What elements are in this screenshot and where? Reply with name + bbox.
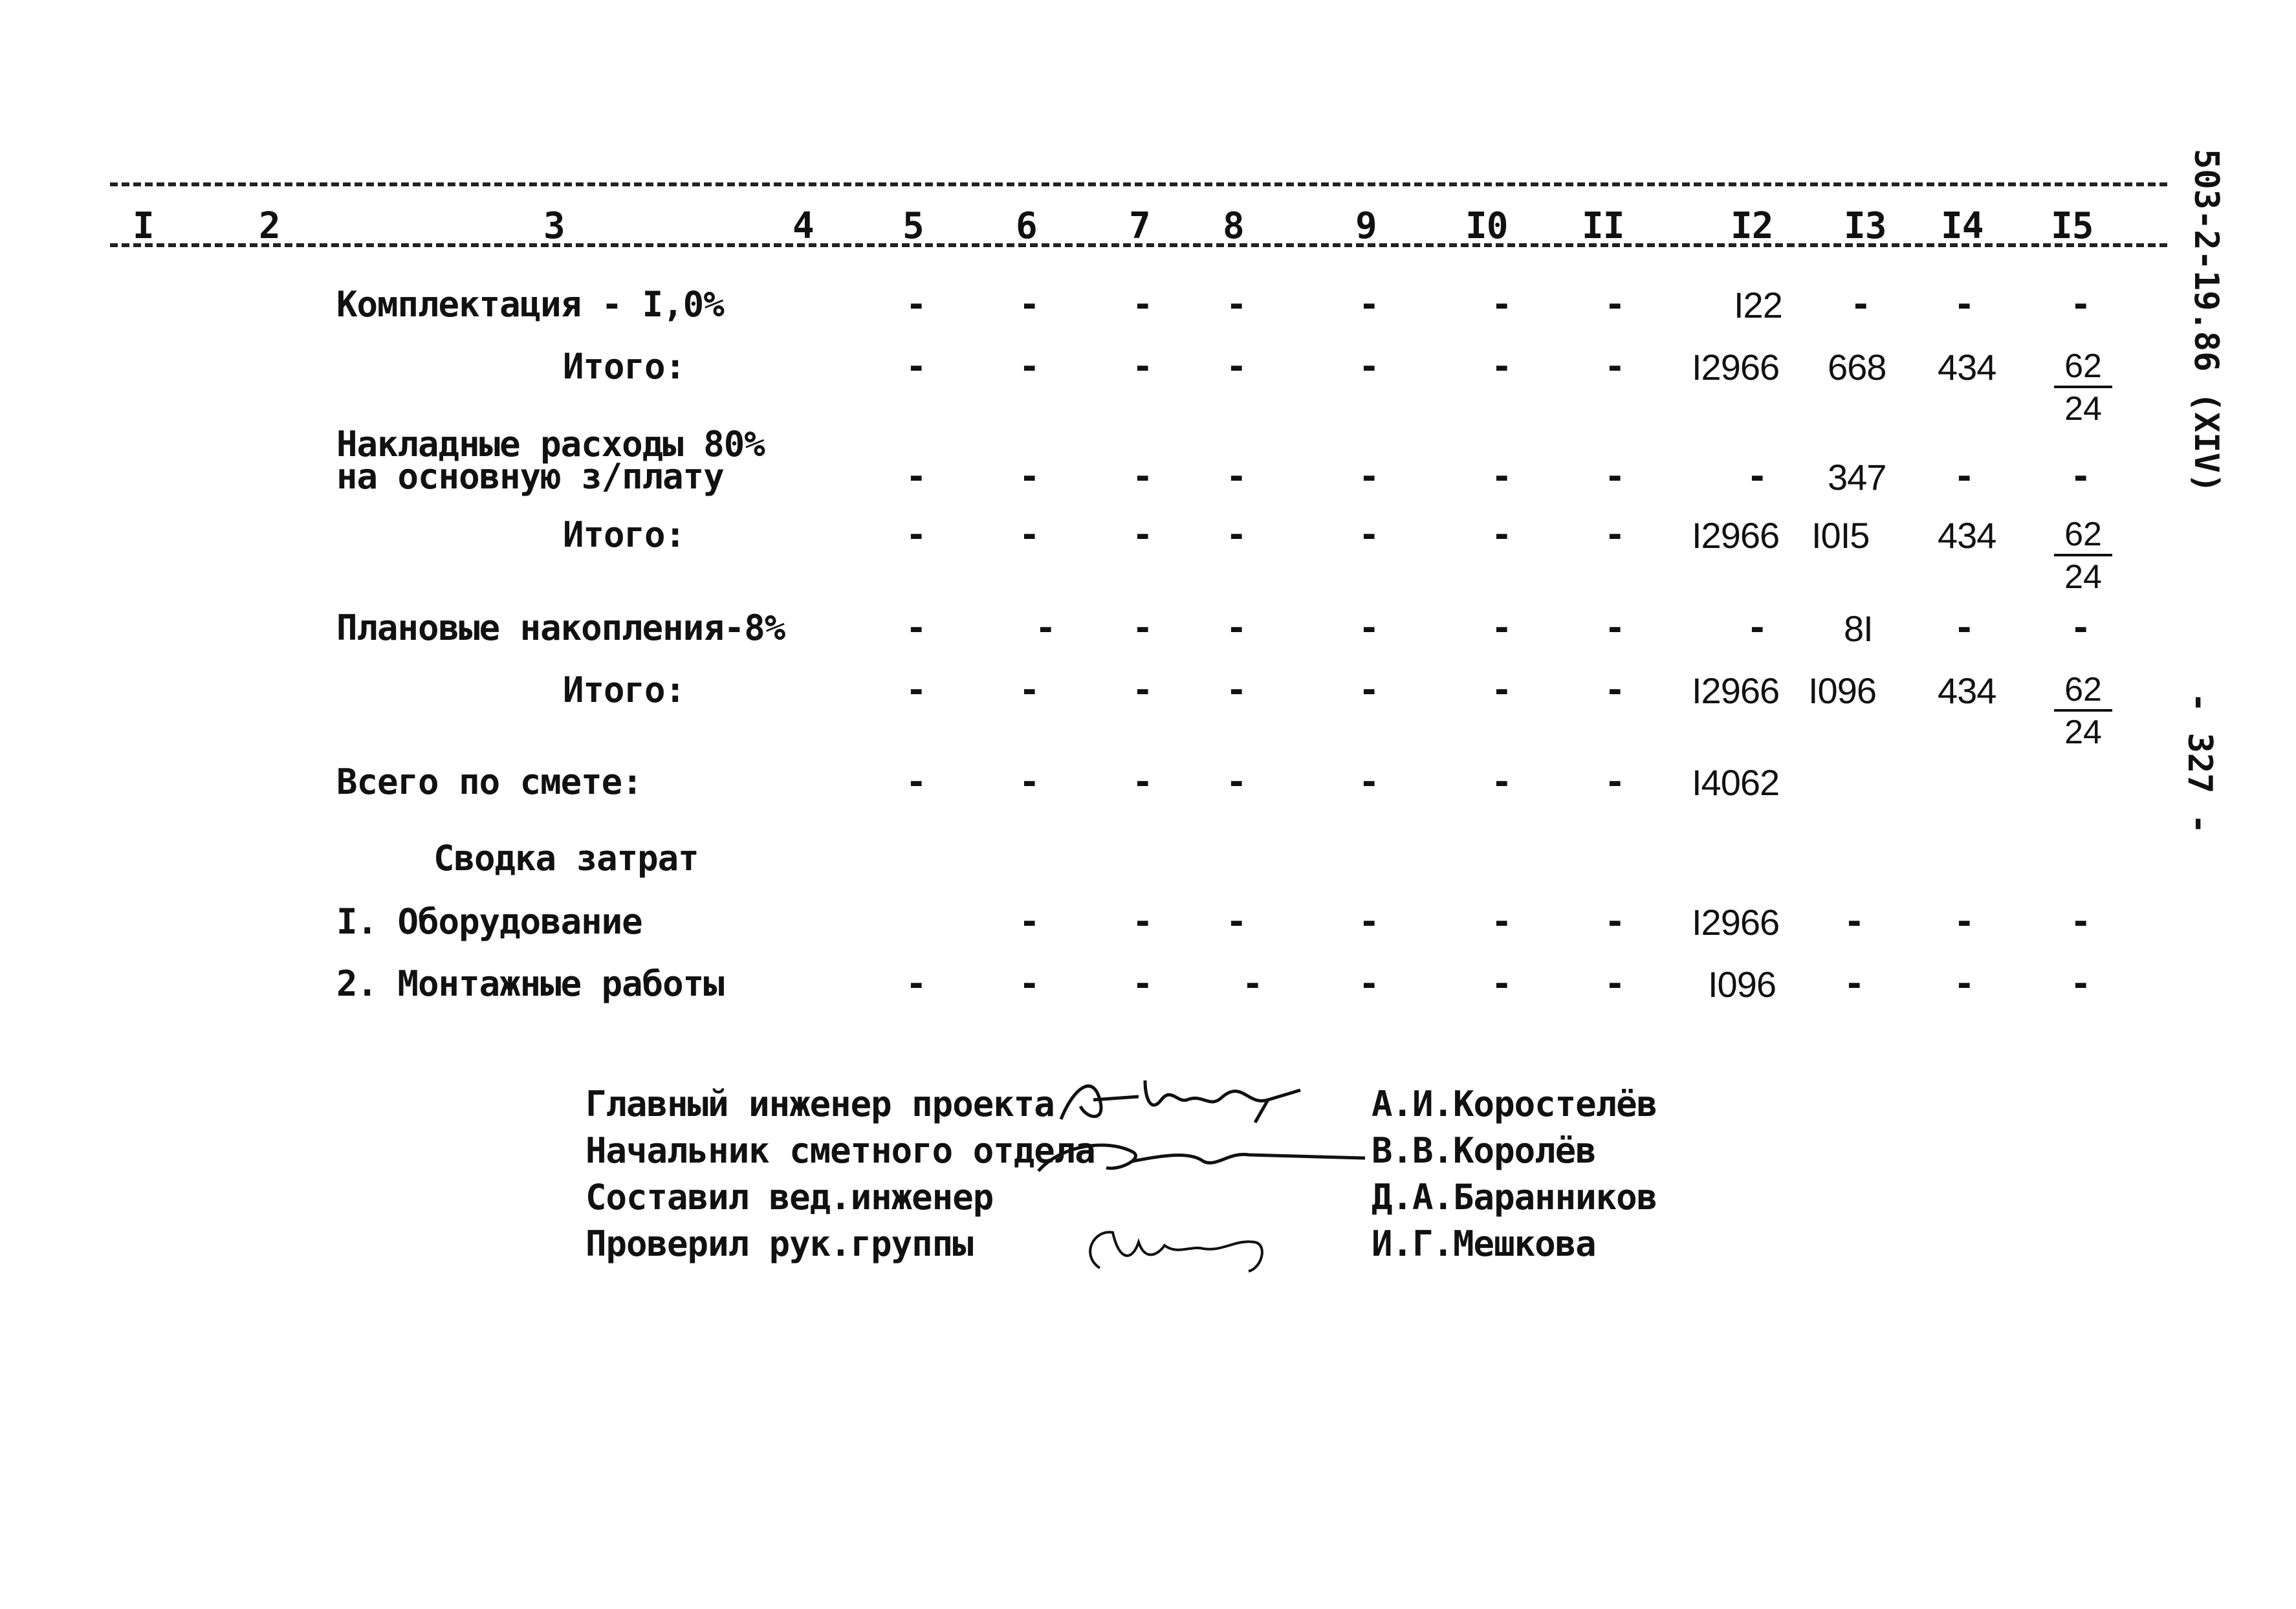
cell: - <box>1491 901 1512 942</box>
cell: - <box>1019 761 1040 802</box>
row-label: Итого: <box>563 514 686 555</box>
cell: - <box>1132 456 1153 497</box>
cell: - <box>1019 901 1040 942</box>
cell: 434 <box>1938 515 1996 556</box>
cell: - <box>1359 346 1379 387</box>
cell: - <box>1747 456 1767 497</box>
cell: - <box>1226 284 1247 325</box>
col-header-7: 7 <box>1129 205 1150 247</box>
cell: - <box>1132 514 1153 555</box>
cell: - <box>906 761 926 802</box>
cell: - <box>1604 761 1625 802</box>
signature-name: Д.А.Баранников <box>1372 1177 1657 1218</box>
fraction-denominator: 24 <box>2064 390 2102 428</box>
cell: - <box>906 963 926 1004</box>
handwritten-signature <box>1048 1061 1320 1132</box>
fraction-numerator: 62 <box>2054 673 2112 712</box>
row-label: Плановые накопления-8% <box>336 607 785 648</box>
cell: - <box>1491 284 1512 325</box>
cell: - <box>1226 456 1247 497</box>
col-header-4: 4 <box>793 205 814 247</box>
fraction-denominator: 24 <box>2064 558 2102 596</box>
signature-role: Начальник сметного отдела <box>585 1130 1095 1171</box>
row-label: Итого: <box>563 670 686 710</box>
cell: 8I <box>1844 608 1873 649</box>
cell: - <box>2070 284 2091 325</box>
cell: I4062 <box>1692 762 1780 803</box>
cell: I0I5 <box>1811 515 1870 556</box>
cell: - <box>1359 456 1379 497</box>
cell: - <box>1359 284 1379 325</box>
cell: - <box>1035 607 1056 648</box>
cell: - <box>1491 514 1512 555</box>
cell: - <box>1954 456 1974 497</box>
cell: I096 <box>1708 964 1776 1005</box>
cell: - <box>1359 670 1379 710</box>
cell: - <box>1226 761 1247 802</box>
document-code: 503-2-19.86 (XIV) <box>2187 149 2225 494</box>
cell: - <box>1604 963 1625 1004</box>
row-label-continued: на основную з/плату <box>336 456 724 497</box>
cell: - <box>1491 761 1512 802</box>
signature-role: Составил вед.инженер <box>585 1177 994 1218</box>
cell: - <box>1954 284 1974 325</box>
cell: - <box>1226 607 1247 648</box>
cell: - <box>1132 761 1153 802</box>
cell: - <box>1359 607 1379 648</box>
row-label: Комплектация - I,0% <box>336 284 724 325</box>
cell: I2966 <box>1692 515 1780 556</box>
cell: - <box>1132 607 1153 648</box>
cell: - <box>906 456 926 497</box>
cell: - <box>1019 514 1040 555</box>
cell: - <box>2070 456 2091 497</box>
cell: 434 <box>1938 347 1996 388</box>
cell: - <box>1132 963 1153 1004</box>
cell: - <box>1242 963 1263 1004</box>
cell: - <box>1850 284 1871 325</box>
cell: - <box>1226 346 1247 387</box>
col-header-5: 5 <box>902 205 924 247</box>
cell: - <box>1226 514 1247 555</box>
signature-name: В.В.Королёв <box>1372 1130 1596 1171</box>
cell: I2966 <box>1692 902 1780 943</box>
summary-title: Сводка затрат <box>433 838 699 879</box>
cell: - <box>1844 901 1864 942</box>
cell: - <box>1359 901 1379 942</box>
cell: 347 <box>1828 457 1886 498</box>
cell: - <box>1604 346 1625 387</box>
cell: - <box>1491 670 1512 710</box>
cell: - <box>906 284 926 325</box>
cell: - <box>906 607 926 648</box>
cell: - <box>1604 670 1625 710</box>
fraction-cell <box>2054 518 2112 594</box>
fraction-numerator: 62 <box>2054 518 2112 556</box>
col-header-15: I5 <box>2051 205 2094 247</box>
signature-role: Главный инженер проекта <box>585 1084 1055 1124</box>
cell: - <box>1954 963 1974 1004</box>
cell: - <box>906 514 926 555</box>
cell: 434 <box>1938 670 1996 711</box>
col-header-10: I0 <box>1465 205 1508 247</box>
col-header-11: II <box>1582 205 1624 247</box>
col-header-3: 3 <box>543 205 565 247</box>
cell: - <box>1132 284 1153 325</box>
cell: - <box>1491 607 1512 648</box>
signature-role: Проверил рук.группы <box>585 1223 973 1264</box>
fraction-cell <box>2054 349 2112 426</box>
cell: - <box>1019 284 1040 325</box>
cell: I22 <box>1734 285 1782 325</box>
fraction-denominator: 24 <box>2064 714 2102 751</box>
signature-name: А.И.Коростелёв <box>1372 1084 1657 1124</box>
cell: - <box>1491 346 1512 387</box>
fraction-cell <box>2054 673 2112 749</box>
row-label: Всего по смете: <box>336 761 642 802</box>
cell: - <box>1226 670 1247 710</box>
row-label: I. Оборудование <box>336 901 642 942</box>
row-label: 2. Монтажные работы <box>336 963 724 1004</box>
cell: - <box>1491 456 1512 497</box>
cell: - <box>1844 963 1864 1004</box>
cell: - <box>906 670 926 710</box>
page-number: - 327 - <box>2180 692 2219 835</box>
cell: - <box>1954 901 1974 942</box>
col-header-8: 8 <box>1223 205 1244 247</box>
col-header-6: 6 <box>1016 205 1037 247</box>
fraction-numerator: 62 <box>2054 349 2112 388</box>
row-label: Итого: <box>563 346 686 387</box>
cell: - <box>1491 963 1512 1004</box>
header-top-rule <box>110 182 2167 186</box>
cell: - <box>2070 963 2091 1004</box>
col-header-1: I <box>133 205 154 247</box>
cell: - <box>1604 901 1625 942</box>
col-header-13: I3 <box>1844 205 1886 247</box>
signature-name: И.Г.Мешкова <box>1372 1223 1596 1264</box>
cell: - <box>2070 901 2091 942</box>
cell: - <box>1604 607 1625 648</box>
cell: I096 <box>1808 670 1876 711</box>
cell: I2966 <box>1692 347 1780 388</box>
cell: - <box>1359 514 1379 555</box>
cell: - <box>1019 963 1040 1004</box>
cell: 668 <box>1828 347 1886 388</box>
col-header-12: I2 <box>1731 205 1773 247</box>
cell: - <box>1019 346 1040 387</box>
cell: - <box>1359 761 1379 802</box>
handwritten-signature <box>1074 1216 1294 1281</box>
cell: - <box>1132 901 1153 942</box>
cell: - <box>1226 901 1247 942</box>
cell: - <box>1604 284 1625 325</box>
cell: - <box>1604 514 1625 555</box>
cell: - <box>1954 607 1974 648</box>
cell: - <box>1132 346 1153 387</box>
cell: - <box>1132 670 1153 710</box>
cell: I2966 <box>1692 670 1780 711</box>
cell: - <box>1019 456 1040 497</box>
cell: - <box>906 346 926 387</box>
cell: - <box>1359 963 1379 1004</box>
cell: - <box>2070 607 2091 648</box>
row-label: Накладные расходы 80% <box>336 424 765 465</box>
col-header-9: 9 <box>1355 205 1377 247</box>
handwritten-signature <box>1035 1132 1372 1184</box>
cell: - <box>1604 456 1625 497</box>
col-header-14: I4 <box>1941 205 1984 247</box>
cell: - <box>1747 607 1767 648</box>
col-header-2: 2 <box>259 205 280 247</box>
cell: - <box>1019 670 1040 710</box>
